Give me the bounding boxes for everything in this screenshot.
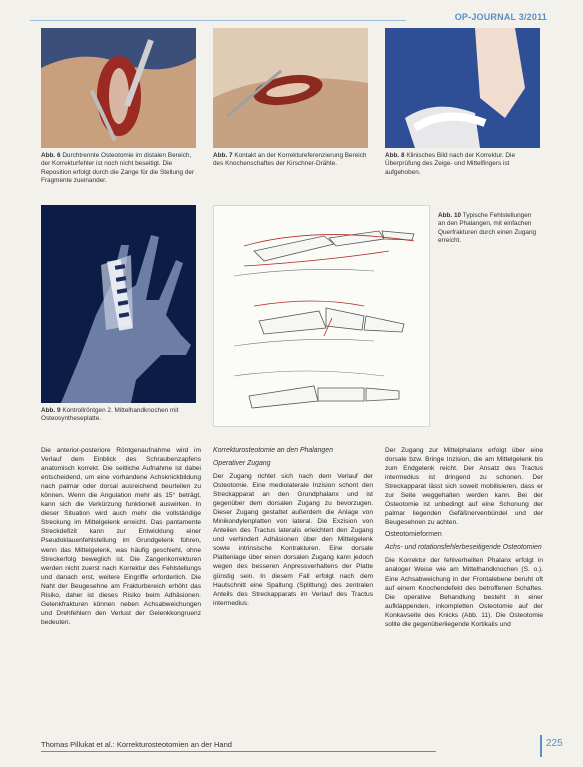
figure-6-photo (41, 28, 196, 148)
figure-10-caption: Abb. 10 Typische Fehlstellungen an den Phalangen, mit einfachen Querfrakturen durch einen Zugang erreicht. (438, 212, 537, 244)
column-3-body-1: Der Zugang zur Mittelphalanx erfolgt über eine dorsale bzw. Bringe Inzision, die am Mittelgelenk bis zum Endgelenk reicht. Der Ansatz des Tractus intermedius ist dringend zu schonen. Der Streckapparat lässt sich soweit mobilisieren, dass er zur Seite weggehalten werden kann. Bei der Osteotomie ist unbedingt auf eine Schonung der palmar liegenden Gefäßnervenbündel und der Beugesehnen zu achten. (385, 447, 543, 527)
footer-rule (41, 751, 436, 752)
figure-8-photo (385, 28, 540, 148)
footer-author: Thomas Pillukat et al.: Korrekturosteotomien an der Hand (41, 740, 232, 749)
figure-6-caption: Abb. 6 Durchtrennte Osteotomie im distalen Bereich, der Korrekturfehler ist noch nicht beseitigt. Die Reposition erfolgt durch die Zange für die Stellung der Fragmente zueinander. (41, 152, 195, 184)
column-3 (385, 446, 543, 632)
figure-9-caption: Abb. 9 Kontrollröntgen 2. Mittelhandknochen mit Osteosyntheseplatte. (41, 407, 179, 423)
column-2-body: Der Zugang richtet sich nach dem Verlauf der Osteotomie. Eine mediolaterale Inzision schont den Streckapparat an den Grundphalanx und ist gegenüber dem dorsalen Zugang zu bevorzugen. Dieser Zugang gestattet außerdem die Anlage von Minikondylenplatten von lateral. Die Exzision von Anteilen des Tractus lateralis erleichtert den Zugang und verhindert Adhäsionen über den Mittelgelenk sowie intrinsische Kontrakturen. Eine dorsale Plattenlage über einen dorsalen Zugang kann jedoch wegen des besseren Anpressverhaltens der Platte günstig sein. In diesem Fall erfolgt nach dem Hautschnitt eine Spaltung (Splittung) des zentralen Anteils des Streckapparats im Verlauf des Tractus intermedius. (213, 473, 373, 607)
page-number: 225 (546, 738, 563, 749)
header-rule (30, 20, 406, 21)
section-heading-osteotomy: Osteotomieformen (385, 531, 442, 539)
figure-7-caption: Abb. 7 Kontakt an der Korrektureferenzierung Bereich des Knochenschaftes der Kirschner-Drähte. (213, 152, 367, 168)
figure-10-diagram (213, 205, 430, 427)
figure-9-xray (41, 205, 196, 403)
page-number-bar (540, 735, 542, 757)
subheading-axis: Achs- und rotationsfehlerbeseitigende Osteotomien (385, 544, 542, 552)
column-2 (213, 446, 373, 611)
subheading-access: Operativer Zugang (213, 460, 271, 467)
column-1 (41, 446, 201, 630)
journal-header: OP-JOURNAL 3/2011 (454, 12, 547, 22)
column-1-body: Die anterior-posteriore Röntgenaufnahme wird im Verlauf dem Einblick des Schraubenzapfens anatomisch korrekt. Die seitliche Aufnahme ist dabei entscheidend, um eine vorhandene Achsknickbildung nach palmar oder dorsal ausreichend beurteilen zu können. Wenn die Angulation mehr als 15° beträgt, kann sich die Verkürzung funktionell auswirken. In dieser Situation wird auch mehr die vollständige Streckung im Mittelgelenk erreicht. Das pantamente Streckdefizit kann zur Entwicklung einer Pseudoklauenfehlstellung im Grundgelenk führen, wenn das Mittelgelenk, was häufig geschieht, ohne Streckerfolg beweglich ist. Die Zangenkorrekturen werden nicht zuerst nach Korrektur des Fehlstellungs und danach erst, weitere Eingriffe erforderlich. Die Naht der Beugesehne am Frakturbereich erhöht das Risiko, daher ist dieses Risiko beim Adhäsionen. Gelenkfrakturen können neben Achsabweichungen und Drehfehlern den Verlust der Gelenkkongruenz bedeuten. (41, 447, 201, 626)
column-3-body-2: Die Korrektur der fehlverheilten Phalanx erfolgt in analoger Weise wie am Mittelhandknochen (S. o.). Eine Achsabweichung in der Frontalebene beruht oft auf einem Knochendefekt des betroffenen Schaftes. Die operative Behandlung besteht in einer aufklappenden, inkompletten Osteotomie auf der Konkavseite des Knicks (Abb. 11). Die Osteotomie sollte die gegenüberliegende Kortikalis und (385, 557, 543, 628)
figure-7-photo (213, 28, 368, 148)
section-heading-correction: Korrekturosteotomie an den Phalangen (213, 447, 333, 454)
figure-8-caption: Abb. 8 Klinisches Bild nach der Korrektur. Die Überprüfung des Zeige- und Mittelfingers ist aufgehoben. (385, 152, 516, 176)
